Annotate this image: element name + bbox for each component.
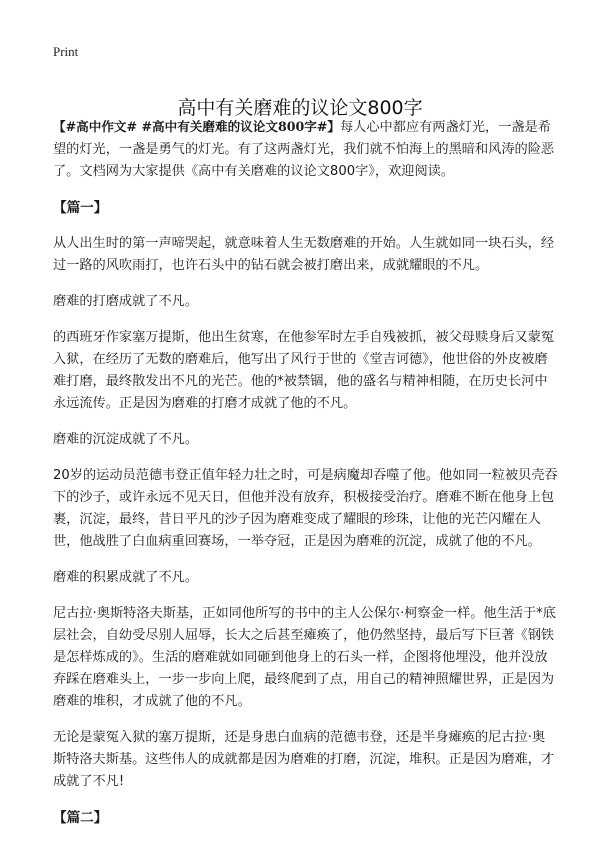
section-heading-1: 【篇一】 (53, 200, 108, 216)
paragraph: 的西班牙作家塞万提斯，他出生贫寒，在他参军时左手自残被抓，被父母赎身后又蒙冤入狱，在经历了无数的磨难后，他写出了风行于世的《堂吉诃德》，他世俗的外皮被磨难打磨，最终散发出不凡的光芒。他的*被禁锢，他的盛名与精神相随，在历史长河中永远流传。正是因为磨难的打磨才成就了他的不凡。 (53, 330, 555, 411)
paragraph: 20岁的运动员范德韦登正值年轻力壮之时，可是病魔却吞噬了他。他如同一粒被贝壳吞下的沙子，或许永远不见天日，但他并没有放弃，积极接受治疗。磨难不断在他身上包裹，沉淀，最终，昔日平凡的沙子因为磨难变成了耀眼的珍珠，让他的光芒闪耀在人世，他战胜了白血病重回赛场，一举夺冠，正是因为磨难的沉淀，成就了他的不凡。 (53, 468, 558, 549)
paragraph: 从人出生时的第一声啼哭起，就意味着人生无数磨难的开始。人生就如同一块石头，经过一路的风吹雨打，也许石头中的钻石就会被打磨出来，成就耀眼的不凡。 (53, 236, 555, 273)
print-link[interactable]: Print (53, 44, 79, 59)
intro-text: 每人心中都应有两盏灯光，一盏是希望的灯光，一盏是勇气的灯光。有了这两盏灯光，我们就不怕海上的黑暗和风涛的险恶了。文档网为大家提供《高中有关磨难的议论文800字》，欢迎阅读。 (53, 120, 555, 179)
paragraph-subheading: 磨难的积累成就了不凡。 (53, 570, 199, 585)
paragraph: 尼古拉·奥斯特洛夫斯基，正如同他所写的书中的主人公保尔·柯察金一样。他生活于*底层社会，自幼受尽别人屈辱，长大之后甚至瘫痪了，他仍然坚持，最后写下巨著《钢铁是怎样炼成的》。生活的磨难就如同砸到他身上的石头一样，企图将他埋没，他并没放弃踩在磨难头上，一步一步向上爬，最终爬到了点，用自己的精神照耀世界，正是因为磨难的堆积，才成就了他的不凡。 (53, 606, 556, 709)
page-title: 高中有关磨难的议论文800字 (177, 96, 423, 119)
paragraph: 无论是蒙冤入狱的塞万提斯，还是身患白血病的范德韦登，还是半身瘫痪的尼古拉·奥斯特洛夫斯基。这些伟人的成就都是因为磨难的打磨，沉淀，堆积。正是因为磨难，才成就了不凡! (53, 730, 555, 789)
intro-tag: 【#高中作文# #高中有关磨难的议论文800字#】 (53, 119, 340, 134)
section-heading-2: 【篇二】 (53, 810, 108, 826)
paragraph-subheading: 磨难的沉淀成就了不凡。 (53, 432, 199, 447)
intro-paragraph (53, 116, 558, 183)
article-body (53, 116, 558, 843)
paragraph-subheading: 磨难的打磨成就了不凡。 (53, 294, 199, 309)
